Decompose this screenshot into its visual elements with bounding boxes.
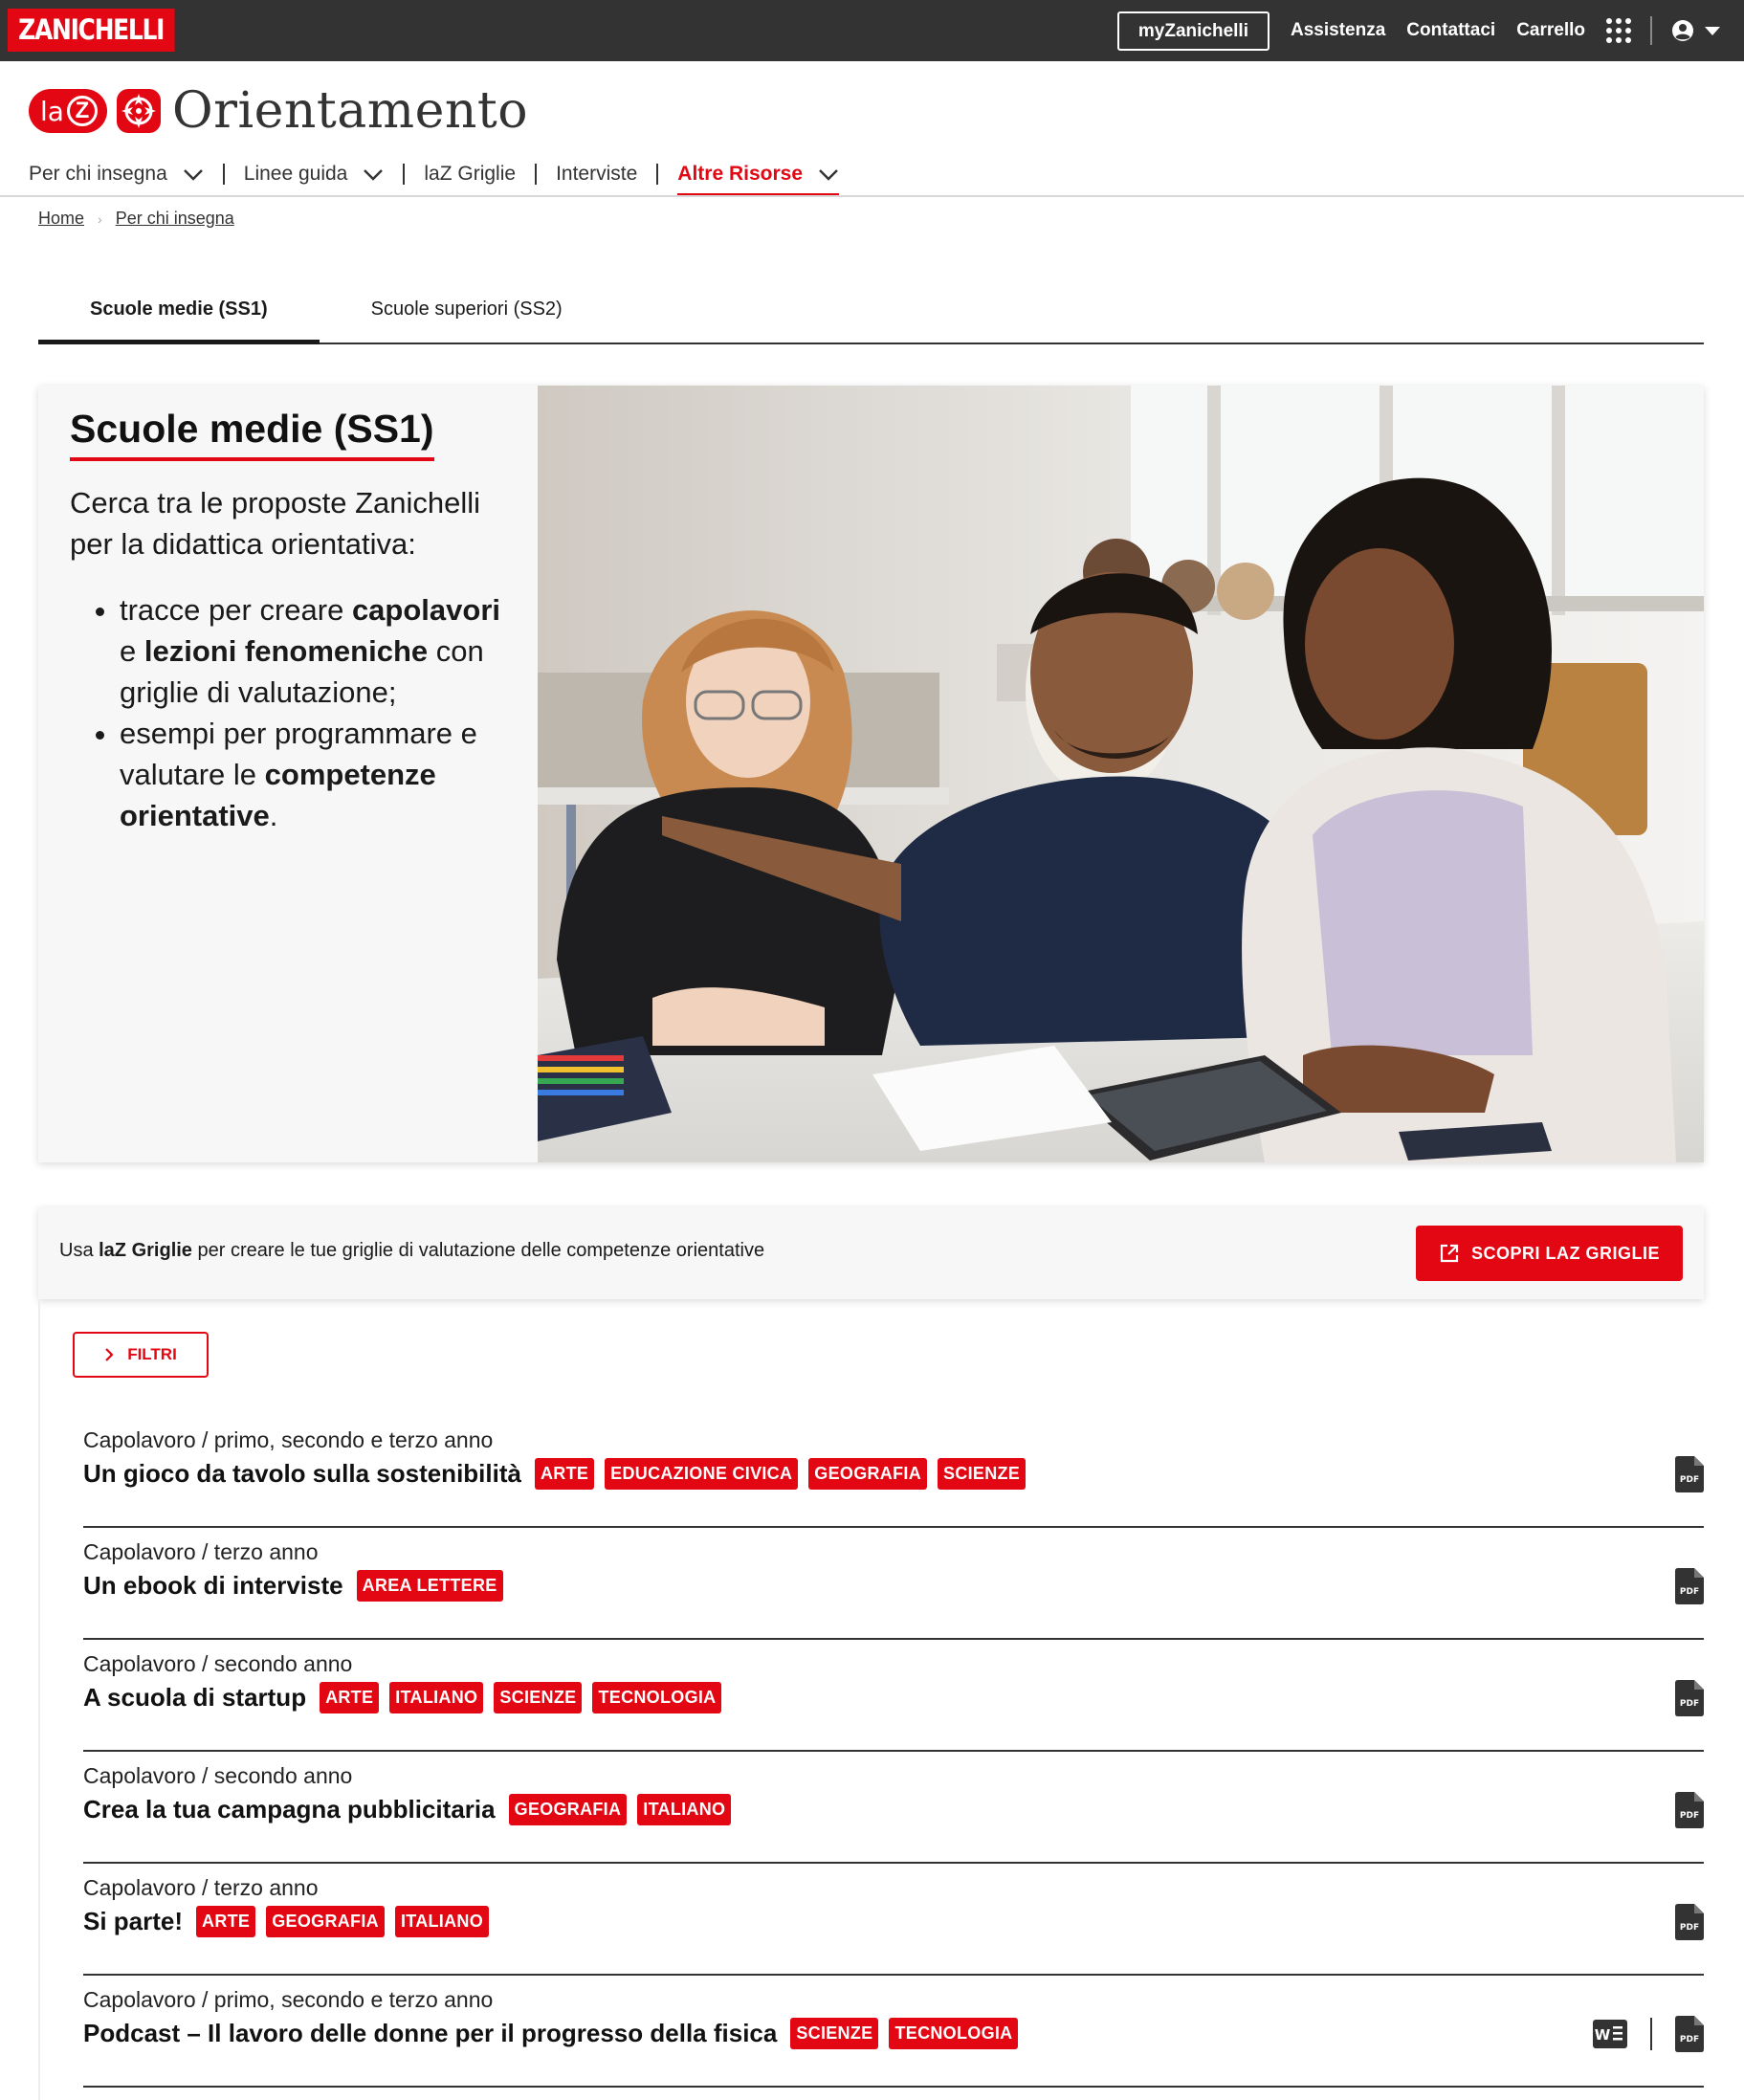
item-title[interactable]: Un ebook di interviste <box>83 1571 343 1600</box>
nav-interviste[interactable] <box>556 153 637 195</box>
user-icon <box>1671 19 1694 42</box>
nav-label: laZ Griglie <box>424 163 517 185</box>
subject-tag: TECNOLOGIA <box>592 1682 721 1713</box>
item-category: Capolavoro / terzo anno <box>83 1539 319 1564</box>
orientamento-logo[interactable] <box>29 84 528 138</box>
nav-laz-griglie[interactable] <box>424 153 516 195</box>
list-item[interactable] <box>83 1752 1704 1864</box>
hero-lead: Cerca tra le proposte Zanichelli per la didattica orientativa: <box>70 486 481 561</box>
subject-tag: GEOGRAFIA <box>266 1906 385 1937</box>
subject-tag: GEOGRAFIA <box>509 1794 628 1825</box>
svg-text:PDF: PDF <box>1679 1811 1700 1821</box>
pdf-icon[interactable] <box>1675 1792 1704 1828</box>
content-border <box>38 1299 40 2100</box>
item-category: Capolavoro / primo, secondo e terzo anno <box>83 1987 494 2012</box>
pdf-icon[interactable] <box>1675 1568 1704 1604</box>
filtri-button[interactable] <box>73 1332 209 1378</box>
nav-altre-risorse[interactable] <box>677 153 839 195</box>
nav-label: Linee guida <box>243 163 348 185</box>
subject-tag: SCIENZE <box>790 2018 878 2049</box>
laz-logo <box>29 89 107 133</box>
subject-tag: ITALIANO <box>395 1906 489 1937</box>
banner-text-bold: laZ Griglie <box>99 1240 192 1261</box>
subject-tag: ARTE <box>196 1906 255 1937</box>
nav-separator <box>403 164 405 185</box>
nav-separator <box>656 164 658 185</box>
nav-linee-guida[interactable] <box>244 153 385 195</box>
subject-tag: ITALIANO <box>389 1682 483 1713</box>
assistenza-link[interactable]: Assistenza <box>1291 20 1386 40</box>
nav-label: Altre Risorse <box>677 163 803 185</box>
tab-scuole-medie[interactable]: Scuole medie (SS1) <box>38 287 320 344</box>
chevron-right-icon <box>104 1347 114 1362</box>
nav-per-chi-insegna[interactable] <box>29 153 204 195</box>
user-menu[interactable] <box>1671 19 1721 42</box>
hero-bullets <box>70 589 519 836</box>
breadcrumb-home[interactable]: Home <box>38 209 85 228</box>
banner-button-label: SCOPRI LAZ GRIGLIE <box>1470 1243 1660 1263</box>
hero-bullet-2: • esempi per programmare e valutare le competenze orientative. <box>120 713 519 836</box>
chevron-down-icon <box>363 168 384 181</box>
subject-tag: GEOGRAFIA <box>808 1458 927 1490</box>
laz-logo-z: Z <box>67 96 98 126</box>
item-title[interactable]: Podcast – Il lavoro delle donne per il progresso della fisica <box>83 2019 778 2047</box>
tab-scuole-superiori[interactable]: Scuole superiori (SS2) <box>370 298 563 320</box>
svg-text:PDF: PDF <box>1679 1923 1700 1933</box>
item-title[interactable]: Un gioco da tavolo sulla sostenibilità <box>83 1459 521 1488</box>
compass-icon <box>117 89 161 133</box>
nav-separator <box>223 164 225 185</box>
hero-title: Scuole medie (SS1) <box>70 407 434 461</box>
nav-separator <box>535 164 537 185</box>
breadcrumb <box>38 209 234 229</box>
top-bar <box>0 0 1744 61</box>
subject-tag: ARTE <box>320 1682 379 1713</box>
contattaci-link[interactable]: Contattaci <box>1406 20 1496 40</box>
svg-text:PDF: PDF <box>1679 1587 1700 1597</box>
top-nav <box>1117 0 1721 61</box>
resource-list <box>83 1416 1704 2088</box>
item-title[interactable]: A scuola di startup <box>83 1683 307 1712</box>
word-icon[interactable] <box>1593 2020 1627 2048</box>
carrello-link[interactable]: Carrello <box>1516 20 1585 40</box>
school-tabs <box>38 287 1704 344</box>
item-category: Capolavoro / primo, secondo e terzo anno <box>83 1427 494 1452</box>
pdf-icon[interactable] <box>1675 2016 1704 2052</box>
subject-tag: EDUCAZIONE CIVICA <box>605 1458 798 1490</box>
breadcrumb-current[interactable]: Per chi insegna <box>115 209 234 228</box>
hero-bullet-1: • tracce per creare capolavori e lezioni fenomeniche con griglie di valutazione; <box>120 589 519 713</box>
item-category: Capolavoro / secondo anno <box>83 1763 353 1788</box>
hero-text <box>70 407 519 836</box>
subject-tag: AREA LETTERE <box>357 1570 503 1602</box>
filtri-label: FILTRI <box>127 1345 177 1363</box>
pdf-icon[interactable] <box>1675 1456 1704 1492</box>
top-separator <box>1650 16 1652 45</box>
scopri-laz-griglie-button[interactable] <box>1416 1226 1683 1281</box>
subject-tag: SCIENZE <box>494 1682 582 1713</box>
list-item[interactable] <box>83 1640 1704 1752</box>
icon-separator <box>1650 2018 1652 2050</box>
subject-tag: TECNOLOGIA <box>889 2018 1018 2049</box>
chevron-down-icon <box>183 168 204 181</box>
svg-text:PDF: PDF <box>1679 1475 1700 1485</box>
chevron-right-icon: › <box>98 210 102 227</box>
item-category: Capolavoro / terzo anno <box>83 1875 319 1900</box>
page-brand-title: Orientamento <box>172 82 529 140</box>
subject-tag: ARTE <box>535 1458 594 1490</box>
list-item[interactable] <box>83 1976 1704 2088</box>
hero-card <box>38 386 1704 1162</box>
item-category: Capolavoro / secondo anno <box>83 1651 353 1676</box>
list-item[interactable] <box>83 1528 1704 1640</box>
pdf-icon[interactable] <box>1675 1904 1704 1940</box>
zanichelli-logo[interactable]: ZANICHELLI <box>8 9 174 52</box>
nav-label: Per chi insegna <box>29 163 167 185</box>
chevron-down-icon <box>818 168 839 181</box>
nav-label: Interviste <box>556 163 638 185</box>
caret-down-icon <box>1704 25 1721 36</box>
classroom-photo <box>538 386 1704 1162</box>
apps-grid-icon[interactable] <box>1606 18 1631 43</box>
list-item[interactable] <box>83 1864 1704 1976</box>
subject-tag: ITALIANO <box>637 1794 731 1825</box>
external-link-icon <box>1439 1243 1460 1264</box>
main-nav <box>29 153 839 195</box>
laz-griglie-banner <box>38 1207 1704 1299</box>
svg-text:W: W <box>1594 2026 1611 2044</box>
pdf-icon[interactable] <box>1675 1680 1704 1716</box>
item-title[interactable]: Si parte! <box>83 1907 184 1935</box>
my-zanichelli-button[interactable]: myZanichelli <box>1117 11 1269 51</box>
nav-divider <box>0 195 1744 197</box>
subject-tag: SCIENZE <box>938 1458 1026 1490</box>
list-item[interactable] <box>83 1416 1704 1528</box>
laz-logo-la: la <box>40 95 64 127</box>
svg-text:PDF: PDF <box>1679 2035 1700 2045</box>
banner-text: Usa laZ Griglie per creare le tue griglie di valutazione delle competenze orientative <box>59 1240 765 1261</box>
svg-text:PDF: PDF <box>1679 1699 1700 1709</box>
item-title[interactable]: Crea la tua campagna pubblicitaria <box>83 1795 496 1824</box>
